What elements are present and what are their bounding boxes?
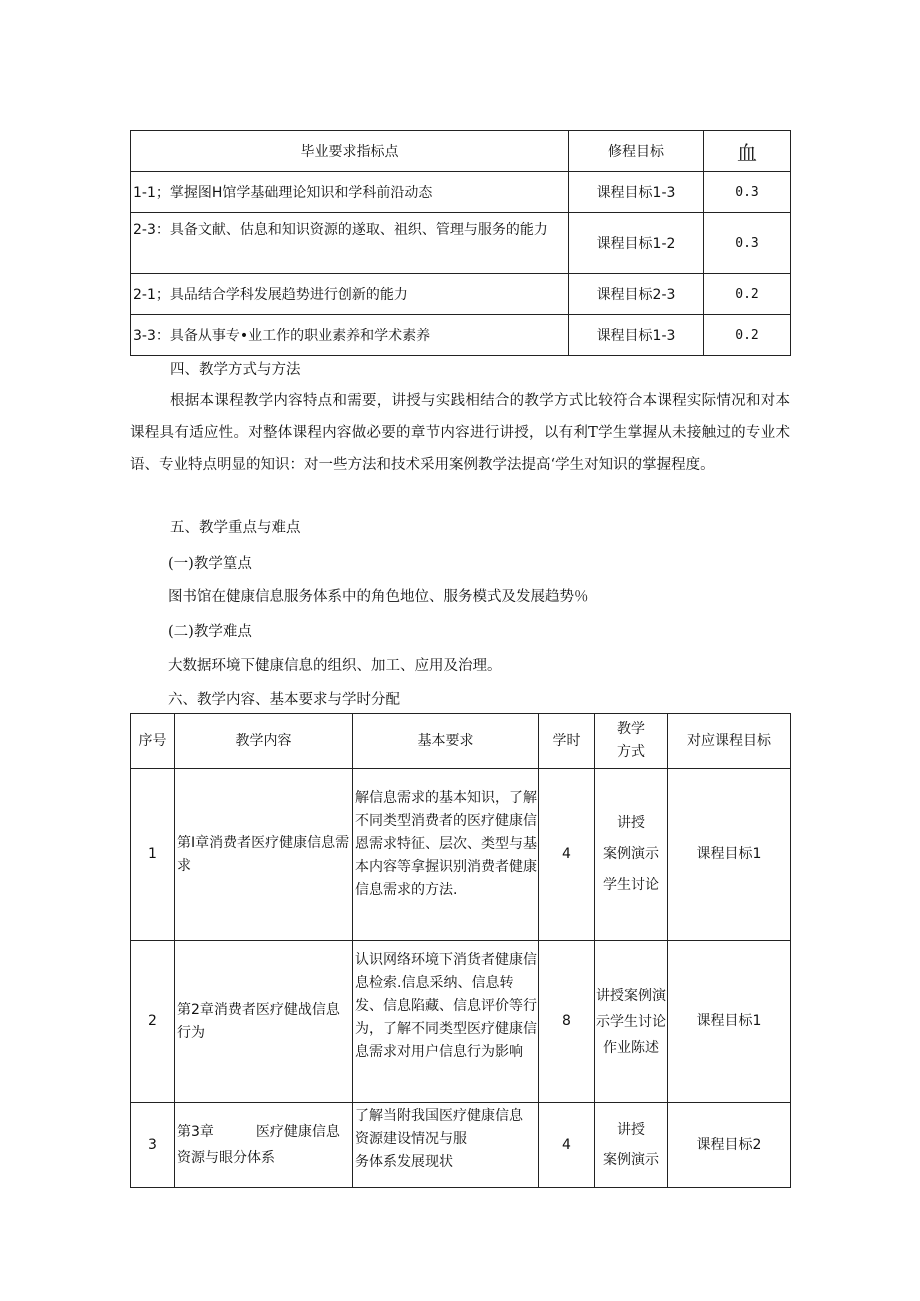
method-line: 示学生讨论 xyxy=(596,1013,666,1030)
teaching-content-table xyxy=(130,713,791,1188)
method-line: 学生讨论 xyxy=(603,877,659,893)
indicator-cell: 1-1；掌握图H馆学基础理论知识和学科前沿动态 xyxy=(131,172,569,213)
method-line: 案例演示 xyxy=(603,1152,659,1168)
row-number: 3 xyxy=(131,1103,175,1188)
hours-cell: 8 xyxy=(539,941,595,1103)
header-method xyxy=(595,714,668,769)
table-row xyxy=(131,172,791,213)
header-method-line: 方式 xyxy=(617,744,645,760)
goal-cell: 课程目标2-3 xyxy=(569,274,704,315)
section-4-paragraph: 根据本课程教学内容特点和需要，讲授与实践相结合的教学方式比较符合本课程实际情况和对本课程具有适应性。对整体课程内容做必要的章节内容进行讲授，以有利T学生掌握从未接触过的专业术语、专业特点明显的知识：对一些方法和技术采用案例教学法提高‘学生对知识的掌握程度。 xyxy=(130,393,790,473)
basic-requirements: 解信息需求的基本知识，了解不同类型消费者的医疗健康信恩需求特征、层次、类型与基本内容等拿握识别消费者健康信息需求的方法. xyxy=(353,769,539,941)
header-weight: 血 xyxy=(704,131,791,172)
chapter-content: 第2章消费者医疗健战信息行为 xyxy=(175,941,353,1103)
method-cell xyxy=(595,769,668,941)
section-4-heading: 四、教学方式与方法 xyxy=(170,362,301,378)
table-row xyxy=(131,769,791,941)
requirement-line: 务体系发展现状 xyxy=(355,1154,453,1170)
table-row xyxy=(131,274,791,315)
method-line: 讲授案例演 xyxy=(596,987,666,1004)
section-6-heading: 六、教学内容、基本要求与学时分配 xyxy=(168,692,400,708)
header-requirements: 基本要求 xyxy=(353,714,539,769)
hours-cell: 4 xyxy=(539,1103,595,1188)
basic-requirements: 认识网络环境下消货者健康信息检索.信息采纳、信息转发、信息陷藏、信息评价等行为，了解不同类型医疗健康信息需求对用户信息行为影响 xyxy=(353,941,539,1103)
method-line: 作业陈述 xyxy=(603,1039,659,1056)
chapter-content: 第I章消费者医疗健康信息需求 xyxy=(175,769,353,941)
difficulties-text: 大数据环境下健康信息的组织、加工、应用及治理。 xyxy=(168,658,502,674)
table-header-row xyxy=(131,714,791,769)
header-course-goal: 修程目标 xyxy=(569,131,704,172)
content-line: 第3章 医疗健康信息 xyxy=(177,1124,340,1140)
weight-cell: 0.2 xyxy=(704,315,791,356)
header-course-goal: 对应课程目标 xyxy=(668,714,791,769)
requirement-line: 资源建设情况与服 xyxy=(355,1131,467,1147)
weight-cell: 0.3 xyxy=(704,213,791,274)
indicator-cell: 2-3：具备文献、估息和知识资源的遂取、祖织、管理与服务的能力 xyxy=(131,213,569,274)
content-line: 资源与眼分体系 xyxy=(177,1150,275,1166)
goal-cell: 课程目标1-3 xyxy=(569,315,704,356)
table-row xyxy=(131,315,791,356)
method-cell xyxy=(595,941,668,1103)
header-indicator: 毕业要求指标点 xyxy=(131,131,569,172)
course-goal-cell: 课程目标2 xyxy=(668,1103,791,1188)
header-hours: 学时 xyxy=(539,714,595,769)
course-goal-cell: 课程目标1 xyxy=(668,941,791,1103)
section-5-heading: 五、教学重点与难点 xyxy=(170,520,301,536)
subsection-difficulties-heading: (二)教学难点 xyxy=(168,624,252,640)
indicator-cell: 3-3：具备从事专•业工作的职业素养和学术素养 xyxy=(131,315,569,356)
weight-cell: 0.3 xyxy=(704,172,791,213)
header-number: 序号 xyxy=(131,714,175,769)
table-row xyxy=(131,941,791,1103)
chapter-content xyxy=(175,1103,353,1188)
method-line: 讲授 xyxy=(617,1122,645,1138)
method-line: 案例演示 xyxy=(603,846,659,862)
table-row xyxy=(131,1103,791,1188)
row-number: 2 xyxy=(131,941,175,1103)
table-row xyxy=(131,213,791,274)
table-header-row xyxy=(131,131,791,172)
goal-cell: 课程目标1-2 xyxy=(569,213,704,274)
hours-cell: 4 xyxy=(539,769,595,941)
method-cell xyxy=(595,1103,668,1188)
row-number: 1 xyxy=(131,769,175,941)
requirement-line: 了解当附我国医疗健康信息 xyxy=(355,1108,523,1124)
weight-cell: 0.2 xyxy=(704,274,791,315)
course-goal-cell: 课程目标1 xyxy=(668,769,791,941)
header-content: 教学内容 xyxy=(175,714,353,769)
basic-requirements xyxy=(353,1103,539,1188)
goal-cell: 课程目标1-3 xyxy=(569,172,704,213)
indicator-cell: 2-1；具品结合学科发展趋势进行创新的能力 xyxy=(131,274,569,315)
header-method-line: 教学 xyxy=(617,721,645,737)
subsection-key-points-heading: (一)教学篁点 xyxy=(168,556,252,572)
key-points-text: 图书馆在健康信息服务体系中的角色地位、服务模式及发展趋势％ xyxy=(168,589,589,605)
method-line: 讲授 xyxy=(617,815,645,831)
graduation-requirements-table xyxy=(130,130,791,356)
